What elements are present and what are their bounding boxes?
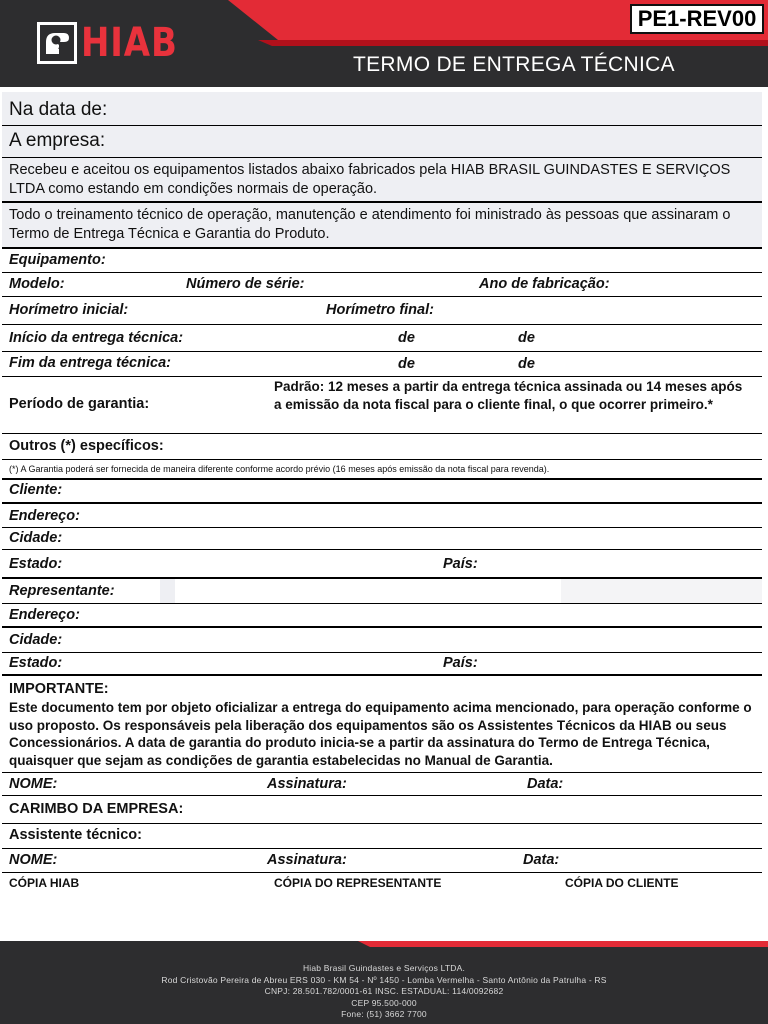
date-signature-label: Data: xyxy=(527,776,564,792)
representative-field-shade-left xyxy=(160,579,175,603)
page-footer xyxy=(0,941,768,1024)
model-row[interactable] xyxy=(2,273,762,297)
statement-received: Recebeu e aceitou os equipamentos listados abaixo fabricados pela HIAB BRASIL GUINDASTES E SERVIÇOS LTDA como estando em condições normais de operação. xyxy=(9,162,731,197)
representative-field-shade-right xyxy=(561,579,762,603)
company-row[interactable] xyxy=(2,126,762,158)
header-red-stripe xyxy=(258,40,768,46)
manufacture-year-label: Ano de fabricação: xyxy=(479,276,610,292)
statement-training-row xyxy=(2,203,762,249)
representative-address-label: Endereço: xyxy=(9,607,80,623)
logo-text: HIAB xyxy=(81,20,178,66)
client-address-row[interactable] xyxy=(2,504,762,528)
company-label: A empresa: xyxy=(9,130,106,151)
document-title: TERMO DE ENTREGA TÉCNICA xyxy=(353,53,675,76)
equipment-label: Equipamento: xyxy=(9,252,106,268)
representative-state-label: Estado: xyxy=(9,655,63,671)
delivery-end-de-2: de xyxy=(518,356,535,372)
client-city-label: Cidade: xyxy=(9,530,63,546)
representative-country-label: País: xyxy=(443,655,478,671)
copy-representative: CÓPIA DO REPRESENTANTE xyxy=(274,876,442,890)
representative-city-label: Cidade: xyxy=(9,632,63,648)
client-label: Cliente: xyxy=(9,482,63,498)
copy-hiab: CÓPIA HIAB xyxy=(9,876,80,890)
footer-address: Rod Cristovão Pereira de Abreu ERS 030 - KM 54 - Nº 1450 - Lomba Vermelha - Santo Antônio da Patrulha - RS xyxy=(161,974,607,985)
delivery-start-label: Início da entrega técnica: xyxy=(9,330,184,346)
date-row[interactable] xyxy=(2,92,762,126)
hourmeter-initial-label: Horímetro inicial: xyxy=(9,302,129,318)
statement-training: Todo o treinamento técnico de operação, manutenção e atendimento foi ministrado às pessoas que assinaram o Termo de Entrega Técnica e Garantia do Produto. xyxy=(9,207,731,242)
delivery-end-de-1: de xyxy=(398,356,415,372)
warranty-period-label: Período de garantia: xyxy=(9,396,150,412)
footer-company-name: Hiab Brasil Guindastes e Serviços LTDA. xyxy=(302,963,466,973)
statement-received-row xyxy=(2,158,762,203)
warranty-period-row xyxy=(2,377,762,434)
assistant-date-label: Data: xyxy=(523,852,560,868)
footer-cep: CEP 95.500-000 xyxy=(351,997,417,1008)
page-header xyxy=(0,0,768,87)
client-state-row[interactable] xyxy=(2,550,762,579)
footer-cnpj: CNPJ: 28.501.782/0001-61 INSC. ESTADUAL: 114/0092682 xyxy=(264,986,504,996)
important-notice-row xyxy=(2,676,762,773)
important-text: Este documento tem por objeto oficializar a entrega do equipamento acima mencionado, para operação conforme o uso proposto. Os responsáveis pela liberação dos equipamentos são os Assistentes Técnicos da HIAB ou seus Concessionários. A data de garantia do produto inicia-se a partir da assinatura do Termo de Entrega Técnica, quaisquer que sejam as condições de garantia estabelecidas no Manual de Garantia. xyxy=(9,700,752,768)
delivery-start-row[interactable] xyxy=(2,325,762,352)
serial-number-label: Número de série: xyxy=(186,276,305,292)
representative-state-row[interactable] xyxy=(2,653,762,676)
delivery-start-de-2: de xyxy=(518,330,535,346)
assistant-signature-label: Assinatura: xyxy=(267,852,347,868)
model-label: Modelo: xyxy=(9,276,65,292)
technical-assistant-label: Assistente técnico: xyxy=(9,827,142,843)
document-code: PE1-REV00 xyxy=(630,4,764,34)
assistant-signature-row[interactable] xyxy=(2,849,762,873)
company-stamp-row[interactable] xyxy=(2,796,762,824)
company-stamp-label: CARIMBO DA EMPRESA: xyxy=(9,801,184,817)
client-city-row[interactable] xyxy=(2,528,762,550)
warranty-note-row xyxy=(2,460,762,480)
footer-phone: Fone: (51) 3662 7700 xyxy=(341,1009,427,1019)
other-specific-label: Outros (*) específicos: xyxy=(9,438,164,454)
representative-label: Representante: xyxy=(9,583,115,599)
warranty-standard-text: Padrão: 12 meses a partir da entrega técnica assinada ou 14 meses após a emissão da nota fiscal para o cliente final, o que ocorrer primeiro.* xyxy=(274,379,743,412)
copies-row xyxy=(2,873,762,895)
hiab-logo xyxy=(37,22,195,64)
other-specific-row[interactable] xyxy=(2,434,762,460)
client-address-label: Endereço: xyxy=(9,508,80,524)
delivery-end-label: Fim da entrega técnica: xyxy=(9,355,171,371)
copy-client: CÓPIA DO CLIENTE xyxy=(565,876,679,890)
delivery-end-row[interactable] xyxy=(2,352,762,377)
signature-label: Assinatura: xyxy=(267,776,347,792)
client-state-label: Estado: xyxy=(9,556,63,572)
representative-address-row[interactable] xyxy=(2,604,762,628)
hourmeter-final-label: Horímetro final: xyxy=(326,302,434,318)
delivery-start-de-1: de xyxy=(398,330,415,346)
signature-row[interactable] xyxy=(2,773,762,796)
client-country-label: País: xyxy=(443,556,478,572)
hourmeter-row[interactable] xyxy=(2,297,762,325)
hiab-logo-icon xyxy=(37,22,77,64)
important-title: IMPORTANTE: xyxy=(9,681,109,697)
technical-assistant-row[interactable] xyxy=(2,824,762,849)
footer-red-stripe xyxy=(358,941,768,947)
representative-city-row[interactable] xyxy=(2,628,762,653)
name-label: NOME: xyxy=(9,776,58,792)
date-label: Na data de: xyxy=(9,99,108,120)
equipment-row[interactable] xyxy=(2,249,762,273)
assistant-name-label: NOME: xyxy=(9,852,58,868)
representative-row[interactable] xyxy=(2,579,762,604)
warranty-note: (*) A Garantia poderá ser fornecida de maneira diferente conforme acordo prévio (16 meses após emissão da nota fiscal para revenda). xyxy=(9,464,550,474)
footer-contact xyxy=(0,963,768,1021)
client-row[interactable] xyxy=(2,480,762,504)
